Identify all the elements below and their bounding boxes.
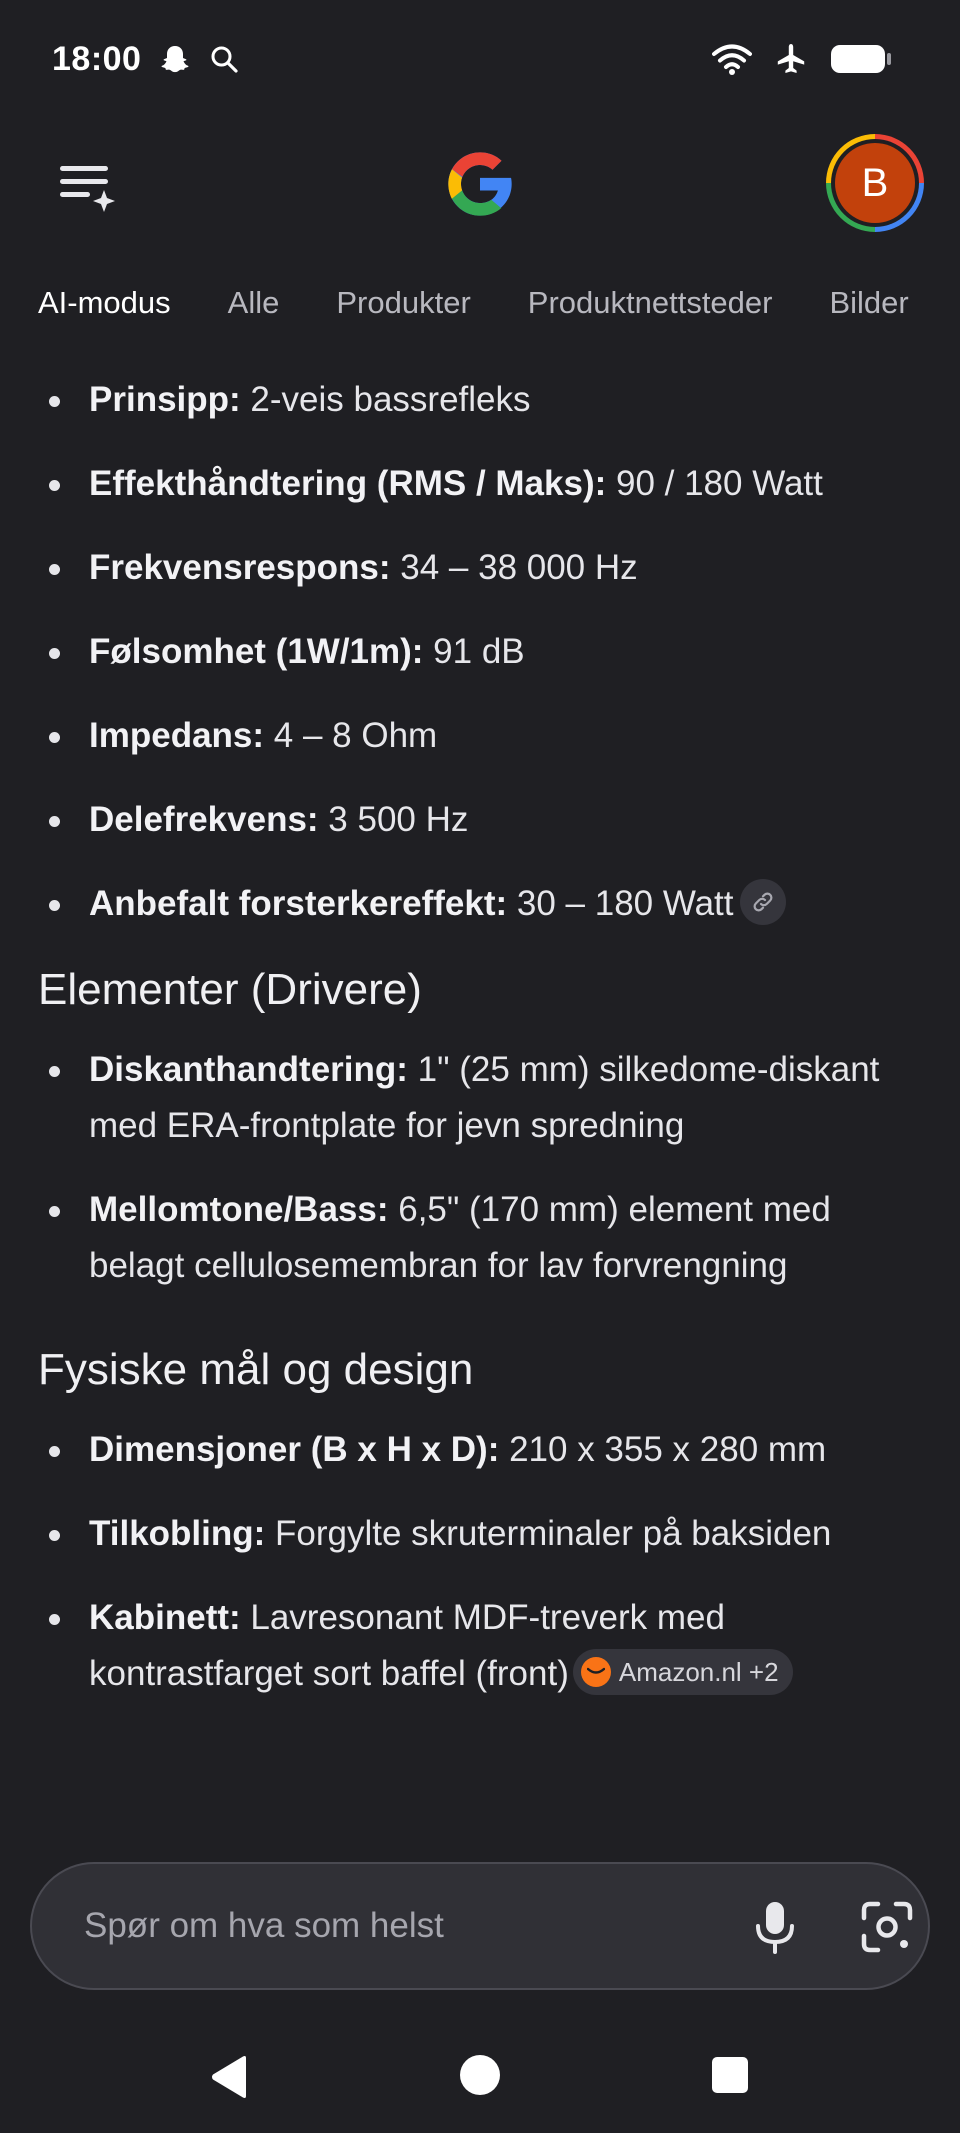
status-right — [712, 42, 892, 76]
voice-search-button[interactable] — [748, 1898, 802, 1956]
google-lens-button[interactable] — [858, 1898, 916, 1956]
google-logo[interactable] — [442, 146, 518, 222]
source-link-button[interactable] — [740, 879, 786, 925]
ai-answer-content — [0, 372, 960, 1702]
search-icon — [209, 44, 239, 74]
list-item — [0, 624, 960, 680]
back-triangle-icon — [208, 2054, 250, 2100]
spec-value: 210 x 355 x 280 mm — [499, 1430, 827, 1469]
search-tabs — [0, 268, 960, 338]
tab-bilder[interactable]: Bilder — [829, 285, 909, 320]
tab-ai-modus[interactable]: AI-modus — [38, 285, 171, 320]
spec-label: Følsomhet (1W/1m): — [89, 632, 424, 671]
spec-value: 2-veis bassrefleks — [240, 380, 531, 419]
link-icon — [751, 890, 775, 914]
search-input[interactable] — [84, 1864, 684, 1988]
spec-value: 90 / 180 Watt — [606, 464, 823, 503]
spec-list — [0, 372, 960, 932]
amazon-icon — [581, 1657, 611, 1687]
system-navigation-bar — [0, 2030, 960, 2130]
list-item — [0, 876, 960, 932]
list-item — [0, 540, 960, 596]
recents-square-icon — [711, 2056, 749, 2094]
spec-label: Frekvensrespons: — [89, 548, 391, 587]
spec-label: Dimensjoner (B x H x D): — [89, 1430, 500, 1469]
status-time: 18:00 — [52, 39, 142, 78]
list-item — [0, 456, 960, 512]
list-item — [0, 1422, 960, 1478]
spec-label: Anbefalt forsterkereffekt: — [89, 884, 508, 923]
list-item — [0, 1590, 960, 1702]
recents-button[interactable] — [711, 2056, 749, 2099]
source-chip-label: Amazon.nl +2 — [618, 1656, 779, 1687]
list-item — [0, 1506, 960, 1562]
account-avatar-button[interactable] — [826, 134, 924, 232]
tab-produktnettsteder[interactable]: Produktnettsteder — [527, 285, 773, 320]
home-circle-icon — [459, 2054, 501, 2096]
spec-value: 34 – 38 000 Hz — [390, 548, 638, 587]
spec-label: Delefrekvens: — [89, 800, 319, 839]
spec-label: Kabinett: — [89, 1598, 241, 1637]
spec-label: Diskanthandtering: — [89, 1050, 408, 1089]
top-bar — [0, 120, 960, 246]
status-left — [52, 40, 239, 79]
spec-value: 6,5" (170 mm) element med belagt cellulosemembran for lav forvrengning — [89, 1190, 831, 1285]
wifi-icon — [712, 43, 752, 75]
home-button[interactable] — [459, 2054, 501, 2101]
list-item — [0, 708, 960, 764]
section-title-elements: Elementer (Drivere) — [38, 965, 422, 1014]
search-bar — [30, 1862, 930, 1990]
snapchat-icon — [159, 43, 191, 75]
avatar-gap — [831, 139, 919, 227]
section-title-physical: Fysiske mål og design — [38, 1345, 474, 1394]
spec-value: 30 – 180 Watt — [507, 884, 734, 923]
history-menu-button[interactable] — [56, 160, 120, 216]
list-item — [0, 792, 960, 848]
spec-label: Prinsipp: — [89, 380, 241, 419]
back-button[interactable] — [208, 2054, 250, 2105]
status-bar — [0, 0, 960, 118]
list-item — [0, 1042, 960, 1154]
spec-label: Mellomtone/Bass: — [89, 1190, 389, 1229]
avatar: B — [835, 143, 915, 223]
airplane-icon — [774, 42, 808, 76]
spec-value: 1" (25 mm) silkedome-diskant med ERA-frontplate for jevn spredning — [89, 1050, 880, 1145]
spec-value: 3 500 Hz — [318, 800, 469, 839]
source-chip-amazon[interactable] — [573, 1649, 793, 1695]
list-item — [0, 372, 960, 428]
tab-produkter[interactable]: Produkter — [336, 285, 471, 320]
spec-label: Tilkobling: — [89, 1514, 266, 1553]
spec-value: Forgylte skruterminaler på baksiden — [265, 1514, 832, 1553]
spec-label: Impedans: — [89, 716, 265, 755]
tab-alle[interactable]: Alle — [227, 285, 280, 320]
spec-value: 91 dB — [423, 632, 525, 671]
battery-icon — [830, 44, 892, 74]
spec-value: Lavresonant MDF-treverk med kontrastfarget sort baffel (front) — [89, 1598, 725, 1693]
spec-label: Effekthåndtering (RMS / Maks): — [89, 464, 607, 503]
lens-icon — [858, 1898, 916, 1956]
list-item — [0, 1182, 960, 1294]
spec-value: 4 – 8 Ohm — [264, 716, 438, 755]
microphone-icon — [748, 1898, 802, 1956]
